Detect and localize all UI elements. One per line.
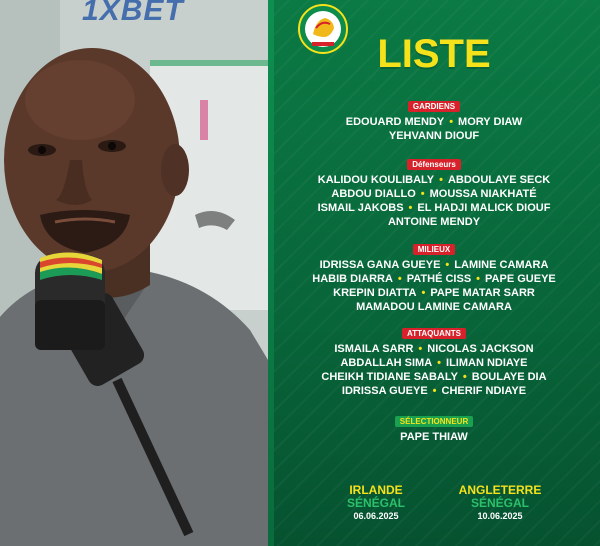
player-row xyxy=(268,187,600,201)
fixture-date: 10.06.2025 xyxy=(477,511,523,521)
section-label: ATTAQUANTS xyxy=(402,328,466,339)
coach-photo xyxy=(0,0,268,546)
player-name: EL HADJI MALICK DIOUF xyxy=(417,202,551,214)
fixture-card xyxy=(316,484,436,522)
microphone-icon xyxy=(0,0,268,546)
separator-dot-icon: • xyxy=(408,202,413,214)
fixture-opponent: IRLANDE xyxy=(349,483,403,497)
player-name: EDOUARD MENDY xyxy=(345,116,445,128)
sponsor-logo: 1XBET xyxy=(82,0,184,27)
player-name: BOULAYE DIA xyxy=(471,371,547,383)
section-defenseurs xyxy=(268,152,600,229)
player-name: PAPE GUEYE xyxy=(485,273,556,285)
player-name: ABDOU DIALLO xyxy=(331,188,416,200)
squad-panel xyxy=(268,0,600,546)
section-label: GARDIENS xyxy=(408,101,460,112)
player-name: NICOLAS JACKSON xyxy=(427,343,534,355)
separator-dot-icon: • xyxy=(437,357,442,369)
player-name: ANTOINE MENDY xyxy=(387,216,481,228)
player-row xyxy=(268,430,600,444)
section-label: Défenseurs xyxy=(407,159,461,170)
player-row xyxy=(268,370,600,384)
separator-dot-icon: • xyxy=(418,343,423,355)
separator-dot-icon: • xyxy=(476,273,481,285)
separator-dot-icon: • xyxy=(439,174,443,186)
separator-dot-icon: • xyxy=(449,116,454,128)
player-row xyxy=(268,215,600,229)
separator-dot-icon: • xyxy=(397,273,402,285)
coach-name: PAPE THIAW xyxy=(400,431,468,443)
section-attaquants xyxy=(268,321,600,398)
fixture-opponent: ANGLETERRE xyxy=(458,483,542,497)
player-row xyxy=(268,115,600,129)
player-name: KALIDOU KOULIBALY xyxy=(317,174,435,186)
player-row xyxy=(268,286,600,300)
player-name: LAMINE CAMARA xyxy=(454,259,549,271)
player-name: IDRISSA GUEYE xyxy=(341,385,428,397)
player-name: MAMADOU LAMINE CAMARA xyxy=(356,301,512,313)
player-row xyxy=(268,356,600,370)
section-label: MILIEUX xyxy=(413,244,455,255)
player-name: HABIB DIARRA xyxy=(312,273,393,285)
separator-dot-icon: • xyxy=(432,385,437,397)
player-name: ABDOULAYE SECK xyxy=(447,174,551,186)
player-row xyxy=(268,272,600,286)
player-name: ISMAILA SARR xyxy=(334,343,414,355)
player-row xyxy=(268,129,600,143)
player-name: PATHÉ CISS xyxy=(406,273,472,285)
player-name: MORY DIAW xyxy=(458,116,523,128)
player-name: KREPIN DIATTA xyxy=(333,287,417,299)
fixture-team: SÉNÉGAL xyxy=(470,496,529,510)
player-name: MOUSSA NIAKHATÉ xyxy=(429,188,537,200)
section-gardiens xyxy=(268,94,600,143)
player-name: CHERIF NDIAYE xyxy=(441,385,527,397)
separator-dot-icon: • xyxy=(445,259,450,271)
player-name: IDRISSA GANA GUEYE xyxy=(319,259,441,271)
fixture-date: 06.06.2025 xyxy=(353,511,399,521)
player-name: ILIMAN NDIAYE xyxy=(446,357,528,369)
player-row xyxy=(268,342,600,356)
fixtures xyxy=(268,484,600,534)
section-label: SÉLECTIONNEUR xyxy=(395,416,473,427)
player-name: ISMAIL JAKOBS xyxy=(317,202,404,214)
player-name: YEHVANN DIOUF xyxy=(388,130,480,142)
player-row xyxy=(268,384,600,398)
separator-dot-icon: • xyxy=(421,287,426,299)
player-row xyxy=(268,300,600,314)
player-name: CHEIKH TIDIANE SABALY xyxy=(321,371,458,383)
fixture-card xyxy=(440,484,560,522)
player-name: ABDALLAH SIMA xyxy=(340,357,433,369)
player-row xyxy=(268,173,600,187)
player-row xyxy=(268,201,600,215)
list-title: LISTE xyxy=(377,32,491,76)
player-name: PAPE MATAR SARR xyxy=(430,287,535,299)
section-milieux xyxy=(268,237,600,314)
separator-dot-icon: • xyxy=(462,371,467,383)
separator-dot-icon: • xyxy=(420,188,425,200)
player-row xyxy=(268,258,600,272)
fixture-team: SÉNÉGAL xyxy=(346,496,405,510)
section-selectionneur xyxy=(268,409,600,444)
